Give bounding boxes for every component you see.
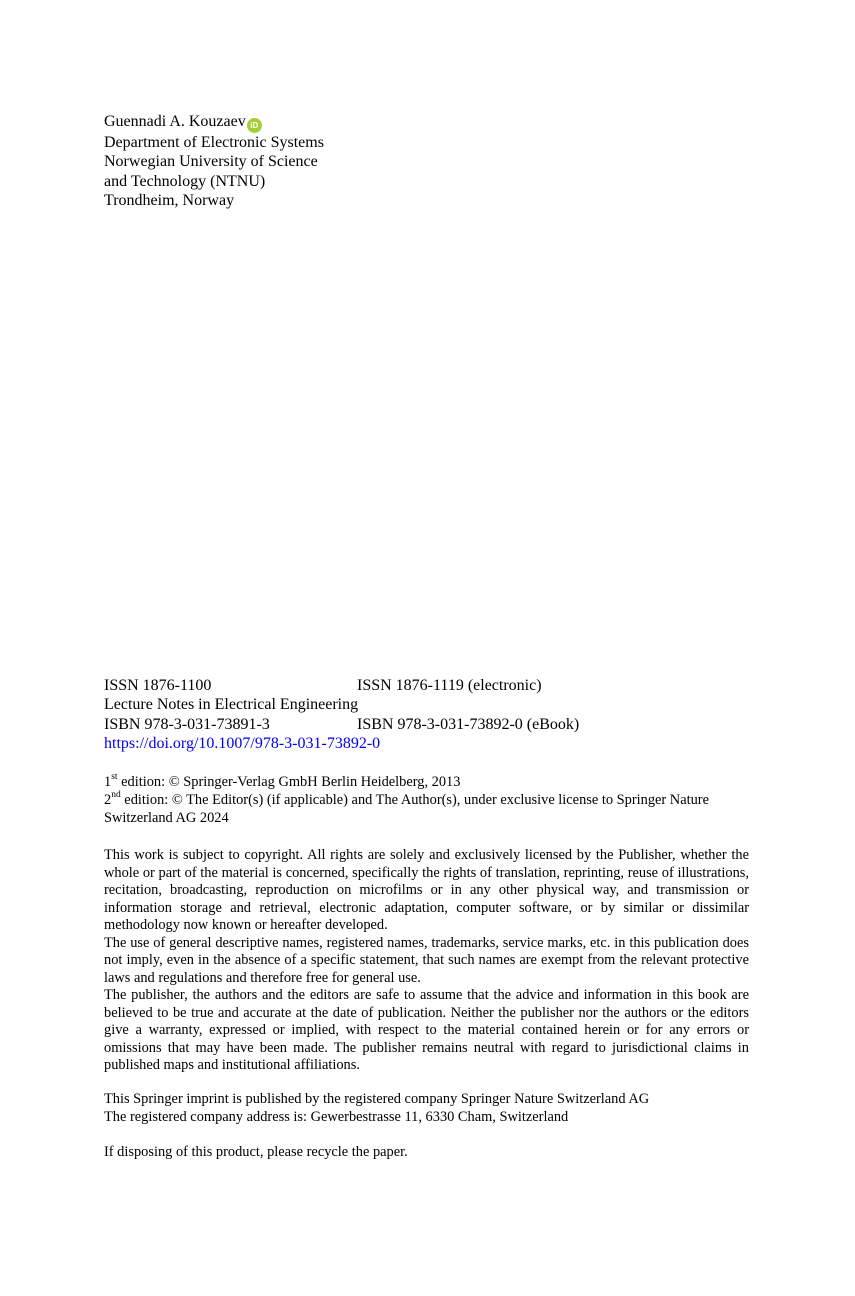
series-title: Lecture Notes in Electrical Engineering xyxy=(104,696,359,714)
issn-row xyxy=(104,676,754,695)
affiliation-line: and Technology (NTNU) xyxy=(104,172,266,190)
author-block xyxy=(104,112,324,211)
imprint-line: This Springer imprint is published by the registered company Springer Nature Switzerland AG xyxy=(104,1091,650,1107)
affiliation-line: Trondheim, Norway xyxy=(104,192,235,210)
copyright-paragraph: This work is subject to copyright. All rights are solely and exclusively licensed by the Publisher, whether the whole or part of the material is concerned, specifically the rights of translation, reprinting, reuse of illustrations, recitation, broadcasting, reproduction on microfilms or in any other physical way, and transmission or information storage and retrieval, electronic adaptation, computer software, or by similar or dissimilar methodology now known or hereafter developed. xyxy=(104,847,749,933)
issn-print: ISSN 1876-1100 xyxy=(104,677,212,694)
isbn-ebook: ISBN 978-3-031-73892-0 (eBook) xyxy=(357,715,580,733)
edition-suffix: nd xyxy=(111,790,121,801)
series-row xyxy=(104,695,754,714)
editions-block xyxy=(104,773,750,827)
edition-text: edition: © The Editor(s) (if applicable) and The Author(s), under exclusive license to Springer Nature Switzerland AG 2024 xyxy=(104,792,709,826)
doi-row xyxy=(104,734,754,753)
edition-second xyxy=(104,791,750,827)
trademark-paragraph: The use of general descriptive names, registered names, trademarks, service marks, etc. in this publication does not imply, even in the absence of a specific statement, that such names are exempt from the relevant protective laws and regulations and therefore free for general use. xyxy=(104,934,749,986)
edition-first xyxy=(104,773,750,791)
bibliographic-block xyxy=(104,676,754,754)
edition-ordinal: 1 xyxy=(104,774,112,790)
edition-text: edition: © Springer-Verlag GmbH Berlin Heidelberg, 2013 xyxy=(117,774,461,790)
disclaimer-paragraph: The publisher, the authors and the editors are safe to assume that the advice and information in this book are believed to be true and accurate at the date of publication. Neither the publisher nor the authors or the editors give a warranty, expressed or implied, with respect to the material contained herein or for any errors or omissions that may have been made. The publisher remains neutral with regard to jurisdictional claims in published maps and institutional affiliations. xyxy=(104,987,749,1073)
doi-link[interactable]: https://doi.org/10.1007/978-3-031-73892-0 xyxy=(104,735,381,753)
author-name: Guennadi A. Kouzaev xyxy=(104,113,246,130)
affiliation-line: Norwegian University of Science xyxy=(104,153,318,171)
isbn-row xyxy=(104,715,754,734)
edition-suffix: st xyxy=(111,772,118,783)
recycle-note: If disposing of this product, please recycle the paper. xyxy=(104,1144,408,1160)
affiliation-line: Department of Electronic Systems xyxy=(104,134,324,151)
imprint-block xyxy=(104,1090,750,1126)
address-line: The registered company address is: Gewerbestrasse 11, 6330 Cham, Switzerland xyxy=(104,1109,569,1125)
copyright-notice xyxy=(104,847,749,1075)
edition-ordinal: 2 xyxy=(104,792,112,808)
isbn-print: ISBN 978-3-031-73891-3 xyxy=(104,715,270,733)
orcid-icon[interactable]: iD xyxy=(247,118,262,133)
issn-electronic: ISSN 1876-1119 (electronic) xyxy=(357,677,542,694)
author-line xyxy=(104,112,324,133)
